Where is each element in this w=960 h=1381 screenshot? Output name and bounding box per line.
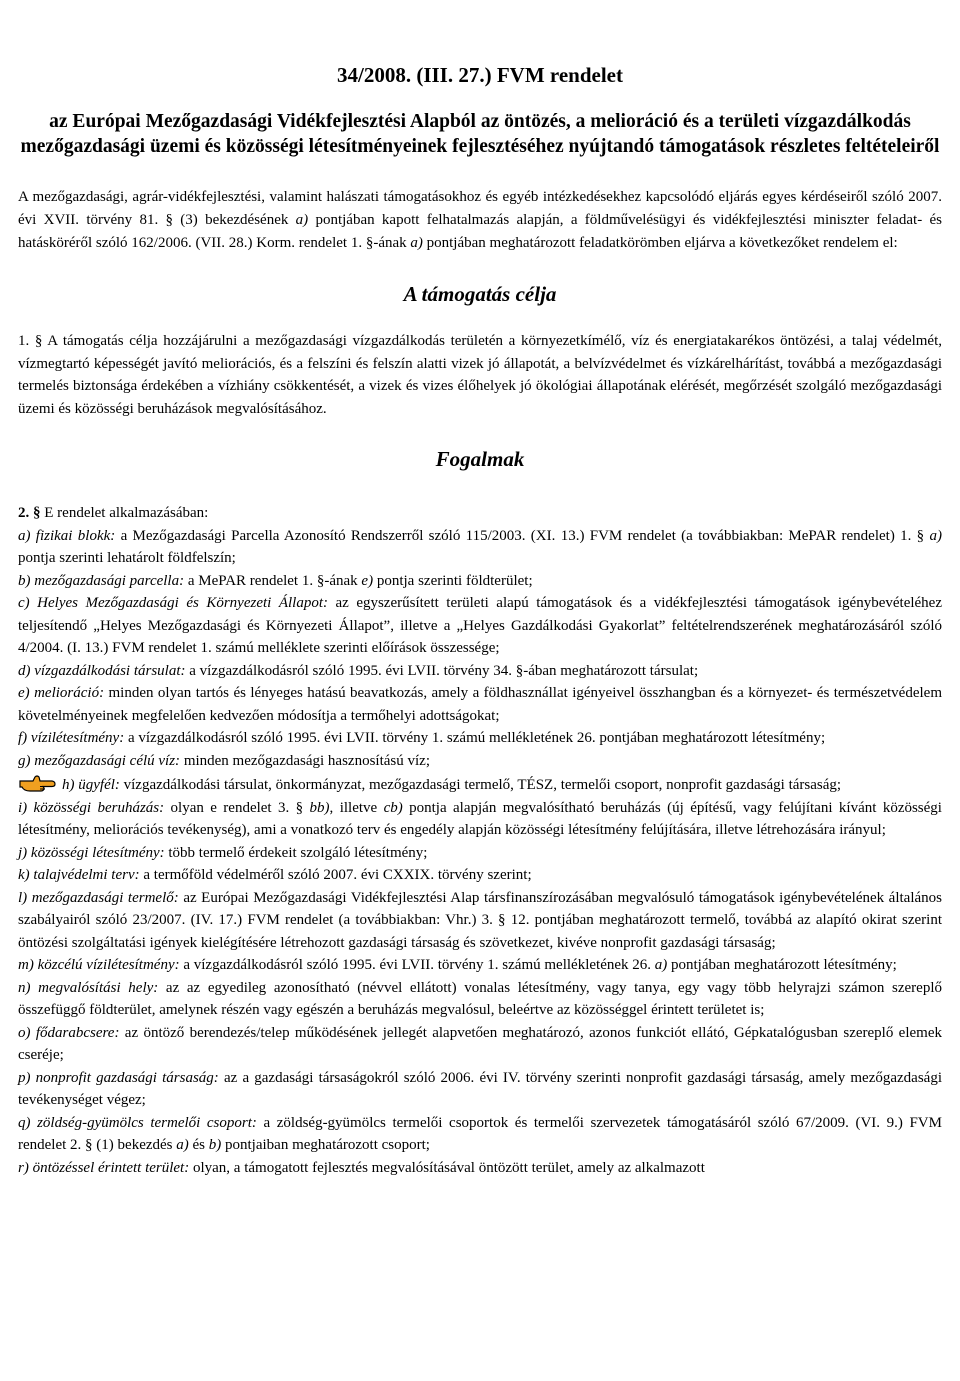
definition-o: o) fődarabcsere: az öntöző berendezés/telep működésének jellegét alapvetően meghatározó, azonos funkciót ellátó, Gépkatalógusban szereplő elemek cseréje; (18, 1024, 942, 1063)
definition-r: r) öntözéssel érintett terület: olyan, a támogatott fejlesztés megvalósításával öntözött terület, amely az alkalmazott (18, 1159, 705, 1176)
section-heading-definitions: Fogalmak (435, 447, 525, 471)
section-heading-goal: A támogatás célja (403, 282, 557, 306)
definition-k: k) talajvédelmi terv: a termőföld védelméről szóló 2007. évi CXXIX. törvény szerint; (18, 867, 532, 883)
document-title: 34/2008. (III. 27.) FVM rendelet (337, 63, 623, 87)
definition-q: q) zöldség-gyümölcs termelői csoport: a zöldség-gyümölcs termelői csoportok és termelői szervezetek támogatásáról szóló 67/2009. (VI. 9.) FVM rendelet 2. § (1) bekezdés a) és b) pontjaiban meghatározott csoport; (18, 1114, 942, 1153)
paragraph-2-intro: 2. § E rendelet alkalmazásában: (18, 505, 209, 521)
definition-l: l) mezőgazdasági termelő: az Európai Mezőgazdasági Vidékfejlesztési Alap társfinanszírozásában megvalósuló támogatások igénybevételének általános szabályairól szóló 23/2007. (IV. 17.) FVM rendelet (a továbbiakban: Vhr.) 3. § 12. pontjában meghatározott termelő, továbbá az alapító okirat szerint öntözési szolgáltatási igények kielégítésére létrehozott gazdasági társaság és szövetkezet, kivéve nonprofit gazdasági társaság; (18, 889, 942, 951)
definition-m: m) közcélú vízilétesítmény: a vízgazdálkodásról szóló 1995. évi LVII. törvény 1. számú mellékletének 26. a) pontjában meghatározott létesítmény; (18, 957, 897, 973)
definition-d: d) vízgazdálkodási társulat: a vízgazdálkodásról szóló 1995. évi LVII. törvény 34. §-ában meghatározott társulat; (18, 662, 699, 679)
definition-b: b) mezőgazdasági parcella: a MePAR rendelet 1. §-ának e) pontja szerinti földterület; (18, 572, 533, 589)
preamble: A mezőgazdasági, agrár-vidékfejlesztési, valamint halászati támogatásokhoz és egyéb intézkedésekhez kapcsolódó eljárás egyes kérdéseiről szóló 2007. évi XVII. törvény 81. § (3) bekezdésének a) pontjában kapott felhatalmazás alapján, a földművelésügyi és vidékfejlesztési miniszter feladat- és hatásköréről szóló 162/2006. (VII. 28.) Korm. rendelet 1. §-ának a) pontjában meghatározott feladatkörömben eljárva a következőket rendelem el: (18, 189, 942, 251)
definition-h: h) ügyfél: vízgazdálkodási társulat, önkormányzat, mezőgazdasági termelő, TÉSZ, termelői csoport, nonprofit gazdasági társaság; (18, 772, 942, 797)
definition-e: e) melioráció: minden olyan tartós és lényeges hatású beavatkozás, amely a földhasznállat igényeivel összhangban és a környezet- és természetvédelem követelményeinek megfelelően kedvezően módosítja a termőhelyi adottságokat; (18, 685, 942, 724)
definition-g: g) mezőgazdasági célú víz: minden mezőgazdasági hasznosítású víz; (18, 752, 430, 769)
definition-i: i) közösségi beruházás: olyan e rendelet 3. § bb), illetve cb) pontja alapján megvalósítható beruházás (új építésű, vagy felújítani kívánt közösségi létesítmény, meliorációs tevékenység), ami a vonatkozó terv és engedély alapján közösségi létesítmény felújítására, illetve létrehozására irányul; (18, 799, 942, 838)
definition-n: n) megvalósítási hely: az az egyedileg azonosítható (névvel ellátott) vonalas létesítmény, vagy tanya, egy vagy több helyrajzi számon szereplő összefüggő földterület, amelynek részén vagy egészén a beruházás megvalósul, beleértve az közösséggel érintett területet is; (18, 979, 942, 1018)
definition-a: a) fizikai blokk: a Mezőgazdasági Parcella Azonosító Rendszerről szóló 115/2003. (XI. 13.) FVM rendelet (a továbbiakban: MePAR rendelet) 1. § a) pontja szerinti lehatárolt földfelszín; (18, 527, 942, 566)
definition-j: j) közösségi létesítmény: több termelő érdekeit szolgáló létesítmény; (18, 844, 428, 861)
definition-p: p) nonprofit gazdasági társaság: az a gazdasági társaságokról szóló 2006. évi IV. törvény szerinti nonprofit gazdasági társaság, amely mezőgazdasági tevékenységet végez; (18, 1069, 942, 1108)
pointing-hand-icon (18, 772, 58, 794)
definition-f: f) vízilétesítmény: a vízgazdálkodásról szóló 1995. évi LVII. törvény 1. számú mellékletének 26. pontjában meghatározott létesítmény; (18, 730, 826, 746)
definitions-list (18, 502, 942, 1179)
document-subtitle: az Európai Mezőgazdasági Vidékfejlesztési Alapból az öntözés, a melioráció és a területi vízgazdálkodás mezőgazdasági üzemi és közösségi létesítményeinek fejlesztéséhez nyújtandó támogatások részletes feltételeiről (20, 111, 940, 157)
definition-c: c) Helyes Mezőgazdasági és Környezeti Állapot: az egyszerűsített területi alapú támogatások és a vidékfejlesztési támogatások igénybevételéhez teljesítendő „Helyes Mezőgazdasági és Környezeti Állapot”, illetve a „Helyes Gazdálkodási Gyakorlat” feltételrendszerének meghatározásáról szóló 4/2004. (I. 13.) FVM rendelet 1. számú melléklete szerinti előírások összessége; (18, 595, 942, 656)
paragraph-1: 1. § A támogatás célja hozzájárulni a mezőgazdasági vízgazdálkodás területén a környezetkímélő, víz és energiatakarékos öntözési, a talaj védelmét, vízmegtartó képességét javító meliorációs, és a felszíni és felszín alatti vizek jó állapotát, a belvízvédelmet és vízkárelhárítást, továbbá a mezőgazdasági termelés biztonsága érdekében a vízhiány csökkentését, a vizek és vizes élőhelyek jó ökológiai állapotának elérését, megőrzését szolgáló mezőgazdasági üzemi és közösségi beruházások megvalósításához. (18, 333, 943, 417)
